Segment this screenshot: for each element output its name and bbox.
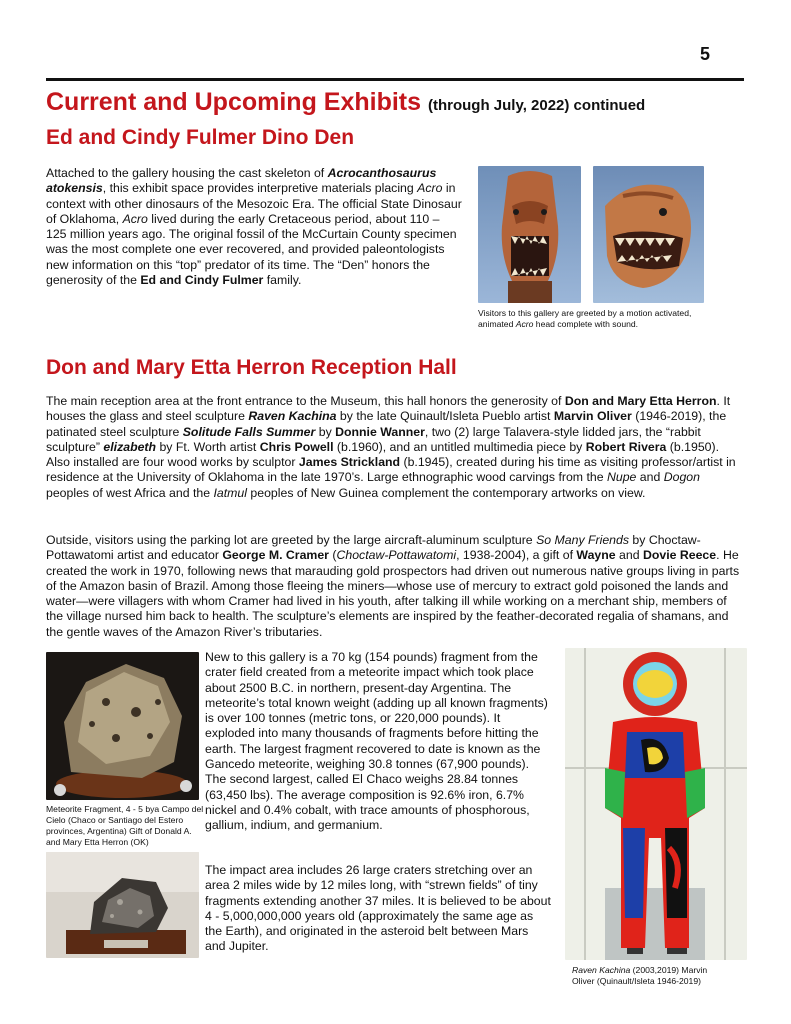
meteorite-photo-large xyxy=(46,652,199,800)
header-rule xyxy=(46,78,744,81)
dino-photo-caption: Visitors to this gallery are greeted by a motion activated, animated Acro head complete with sound. xyxy=(478,308,692,329)
dino-den-title: Ed and Cindy Fulmer Dino Den xyxy=(46,126,355,149)
page-title-sub: (through July, 2022) continued xyxy=(427,97,646,114)
page-title xyxy=(46,88,645,117)
meteorite-caption: Meteorite Fragment, 4 - 5 bya Campo del Cielo (Chaco or Santiago del Estero provinces, Argentina) Gift of Donald A. and Mary Etta Herron (OK) xyxy=(46,804,204,847)
acro-head-side-photo xyxy=(593,166,704,303)
reception-paragraph-1: The main reception area at the front entrance to the Museum, this hall honors the generosity of Don and Mary Etta Herron. It houses the glass and steel sculpture Raven Kachina by the late Quinault/Isleta Pueblo artist Marvin Oliver (1946-2019), the patinated steel sculpture Solitude Falls Summer by Donnie Wanner, two (2) large Talavera-style lidded jars, the “rabbit sculpture” elizabeth by Ft. Worth artist Chris Powell (b.1960), and an untitled multimedia piece by Robert Rivera (b.1950). Also installed are four wood works by sculptor James Strickland (b.1945), created during his time as visiting professor/artist in residence at the University of Oklahoma in the late 1970’s. Large ethnographic wood carvings from the Nupe and Dogon peoples of west Africa and the Iatmul peoples of New Guinea complement the contemporary artworks on view. xyxy=(46,394,736,500)
reception-hall-title: Don and Mary Etta Herron Reception Hall xyxy=(46,356,457,379)
page-number: 5 xyxy=(700,44,711,64)
raven-kachina-photo xyxy=(565,648,747,960)
meteorite-paragraph-1: New to this gallery is a 70 kg (154 pounds) fragment from the crater field created from a meteorite impact which took place about 2500 B.C. in northern, present-day Argentina. The meteorite’s total known weight (adding up all known fragments) is over 100 tonnes (metric tons, or 220,000 pounds). It exploded into many thousands of fragments before hitting the earth. The largest fragment recovered to date is known as the Gancedo meteorite, weighing 30.8 tonnes (67,900 pounds). The second largest, called El Chaco weighs 28.84 tonnes (63,450 lbs). The average composition is 92.6% iron, 6.7% nickel and 0.4% cobalt, with trace amounts of phosphorous, gallium, indium, and germanium. xyxy=(205,650,548,833)
page-title-main: Current and Upcoming Exhibits xyxy=(46,88,422,116)
meteorite-paragraph-2: The impact area includes 26 large craters stretching over an area 2 miles wide by 12 miles long, with “strewn fields” of tiny fragments extending another 37 miles. It is believed to be about 4 - 5,000,000,000 years old (approximately the same age as the Earth), and originated in the asteroid belt between Mars and Jupiter. xyxy=(205,863,551,954)
raven-kachina-caption: Raven Kachina (2003,2019) Marvin Oliver (Quinault/Isleta 1946-2019) xyxy=(572,965,708,986)
reception-paragraph-2: Outside, visitors using the parking lot are greeted by the large aircraft-aluminum sculpture So Many Friends by Choctaw-Pottawatomi artist and educator George M. Cramer (Choctaw-Pottawatomi, 1938-2004), a gift of Wayne and Dovie Reece. He created the work in 1970, following news that marauding gold prospectors had driven out numerous native groups living in parts of the Amazon basin of Brazil. Among those fleeing the miners—whose use of mercury to extract gold poisoned the lands and water—were villagers with whom Cramer had lived in his youth, after talking ill while working on a merchant ship, members of the village nursed him back to health. The sculpture’s elements are inspired by the feather-decorated regalia of shamans, and the gentle waves of the Amazon River’s tributaries. xyxy=(46,533,740,639)
acro-head-front-photo xyxy=(478,166,581,303)
dino-den-paragraph: Attached to the gallery housing the cast skeleton of Acrocanthosaurus atokensis, this exhibit space provides interpretive materials placing Acro in context with other dinosaurs of the Mesozoic Era. The official State Dinosaur of Oklahoma, Acro lived during the early Cretaceous period, about 110 – 125 million years ago. The original fossil of the McCurtain County specimen was the most complete one ever recovered, and provided paleontologists new information on this “top” predator of its time. The “Den” honors the generosity of the Ed and Cindy Fulmer family. xyxy=(46,166,462,288)
meteorite-photo-small xyxy=(46,852,199,958)
